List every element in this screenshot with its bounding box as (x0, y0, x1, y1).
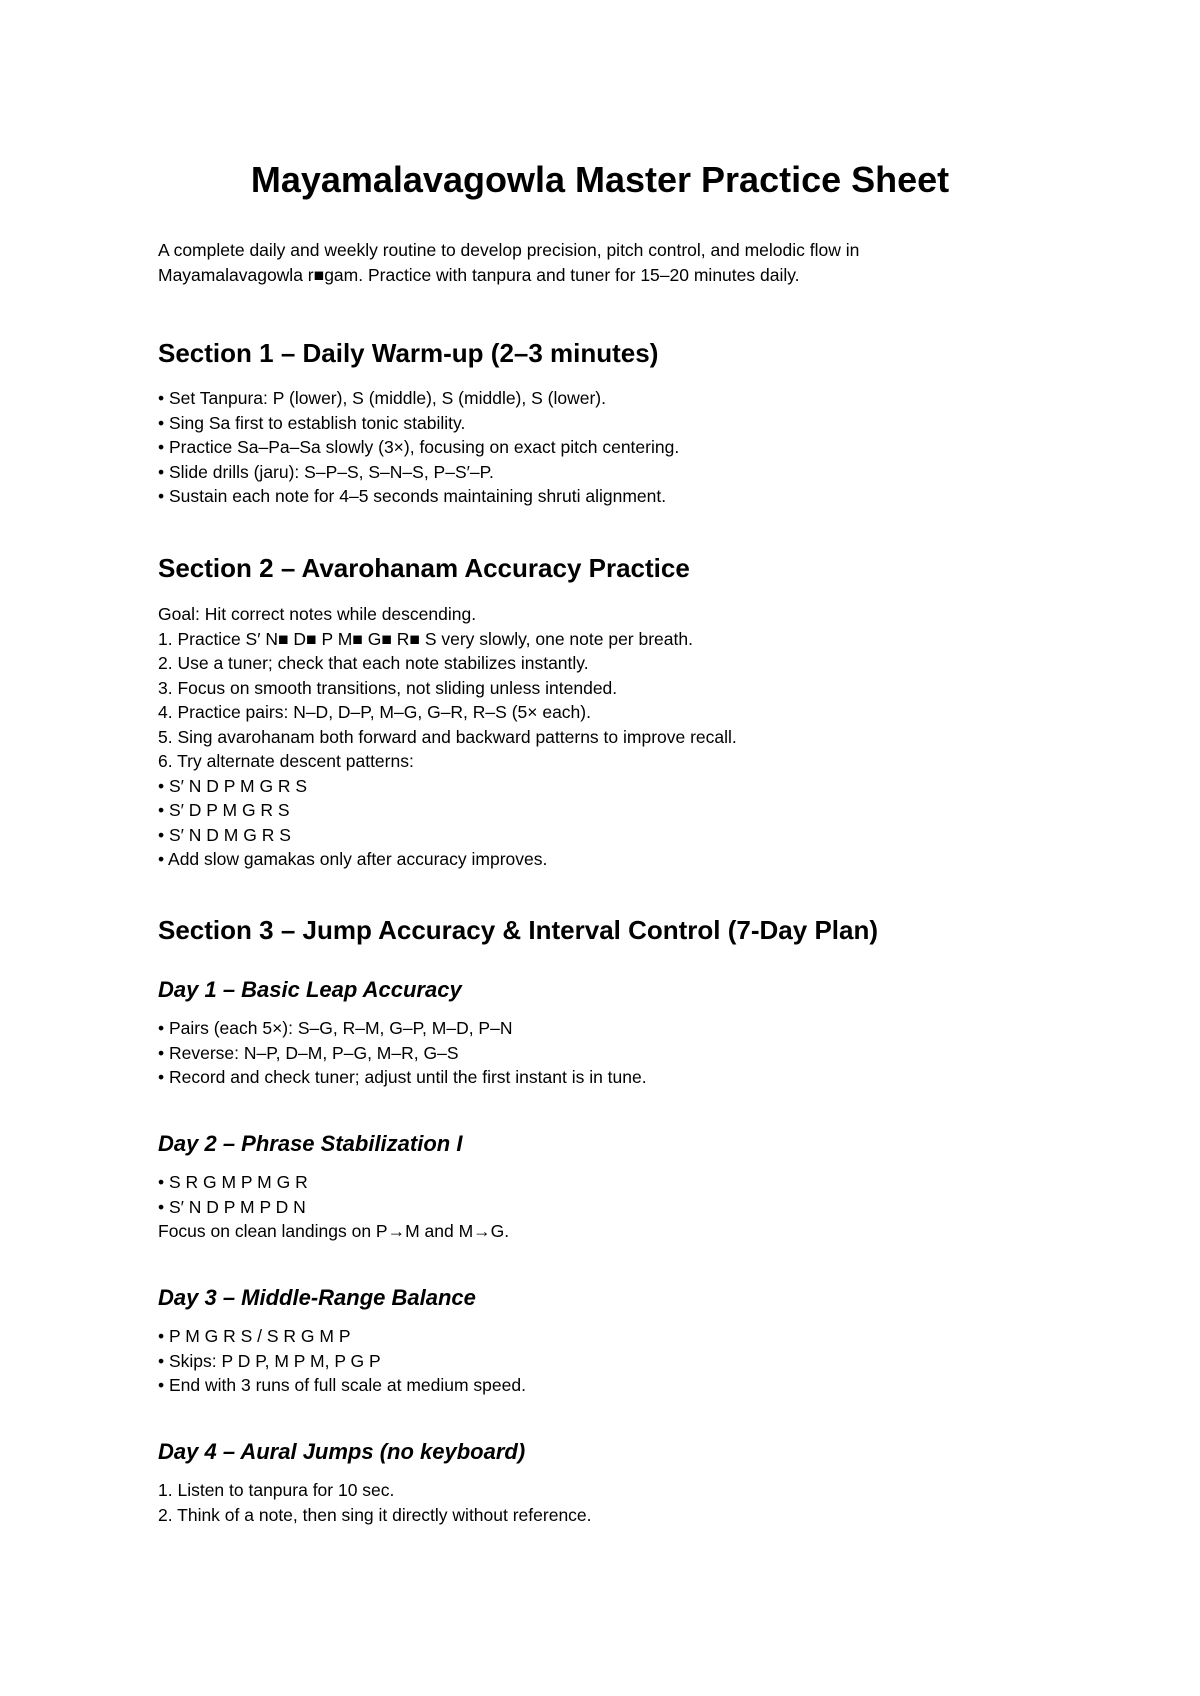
list-item: 3. Focus on smooth transitions, not sliding unless intended. (158, 677, 618, 698)
list-item: Focus on clean landings on P→M and M→G. (158, 1221, 510, 1241)
list-item: 1. Listen to tanpura for 10 sec. (158, 1480, 395, 1500)
list-item: Goal: Hit correct notes while descending. (158, 604, 477, 624)
list-item: • Add slow gamakas only after accuracy improves. (158, 849, 548, 869)
list-item: • Practice Sa–Pa–Sa slowly (3×), focusing on exact pitch centering. (158, 437, 680, 457)
intro-line: Mayamalavagowla r■gam. Practice with tanpura and tuner for 15–20 minutes daily. (158, 265, 800, 285)
day-1-list (158, 1016, 1058, 1090)
day-4-heading: Day 4 – Aural Jumps (no keyboard) (158, 1439, 526, 1464)
list-item: 5. Sing avarohanam both forward and backward patterns to improve recall. (158, 726, 737, 747)
list-item: • S′ N D P M G R S (158, 775, 308, 796)
section-2-list (158, 602, 1058, 872)
list-item: 4. Practice pairs: N–D, D–P, M–G, G–R, R–S (5× each). (158, 702, 591, 722)
list-item: 2. Think of a note, then sing it directly without reference. (158, 1504, 592, 1525)
section-1-list (158, 386, 1058, 509)
list-item: • S′ N D M G R S (158, 824, 291, 845)
list-item: • S′ N D P M P D N (158, 1196, 306, 1217)
day-1-heading: Day 1 – Basic Leap Accuracy (158, 977, 462, 1002)
list-item: • P M G R S / S R G M P (158, 1326, 351, 1346)
list-item: • Slide drills (jaru): S–P–S, S–N–S, P–S′–P. (158, 461, 494, 482)
list-item: • Pairs (each 5×): S–G, R–M, G–P, M–D, P–N (158, 1018, 513, 1038)
day-2-heading: Day 2 – Phrase Stabilization I (158, 1131, 463, 1156)
list-item: • Record and check tuner; adjust until the first instant is in tune. (158, 1067, 647, 1087)
list-item: • End with 3 runs of full scale at medium speed. (158, 1375, 526, 1395)
day-2-list (158, 1170, 1058, 1244)
page-title: Mayamalavagowla Master Practice Sheet (250, 159, 950, 200)
list-item: • Reverse: N–P, D–M, P–G, M–R, G–S (158, 1042, 459, 1063)
section-1-heading: Section 1 – Daily Warm-up (2–3 minutes) (158, 338, 659, 368)
list-item: 2. Use a tuner; check that each note stabilizes instantly. (158, 653, 589, 673)
day-3-heading: Day 3 – Middle-Range Balance (158, 1285, 476, 1310)
intro-line: A complete daily and weekly routine to develop precision, pitch control, and melodic flow in (158, 240, 860, 260)
list-item: 1. Practice S′ N■ D■ P M■ G■ R■ S very slowly, one note per breath. (158, 628, 693, 649)
list-item: • Sing Sa first to establish tonic stability. (158, 412, 466, 433)
list-item: • Skips: P D P, M P M, P G P (158, 1350, 381, 1371)
list-item: • Sustain each note for 4–5 seconds maintaining shruti alignment. (158, 486, 667, 506)
section-2-heading: Section 2 – Avarohanam Accuracy Practice (158, 553, 690, 583)
list-item: • Set Tanpura: P (lower), S (middle), S (middle), S (lower). (158, 388, 606, 408)
list-item: 6. Try alternate descent patterns: (158, 751, 414, 771)
list-item: • S′ D P M G R S (158, 800, 290, 820)
day-4-list (158, 1478, 1058, 1527)
day-3-list (158, 1324, 1058, 1398)
section-3-heading: Section 3 – Jump Accuracy & Interval Control (7-Day Plan) (158, 915, 879, 945)
intro-paragraph (158, 238, 1038, 288)
list-item: • S R G M P M G R (158, 1172, 308, 1192)
